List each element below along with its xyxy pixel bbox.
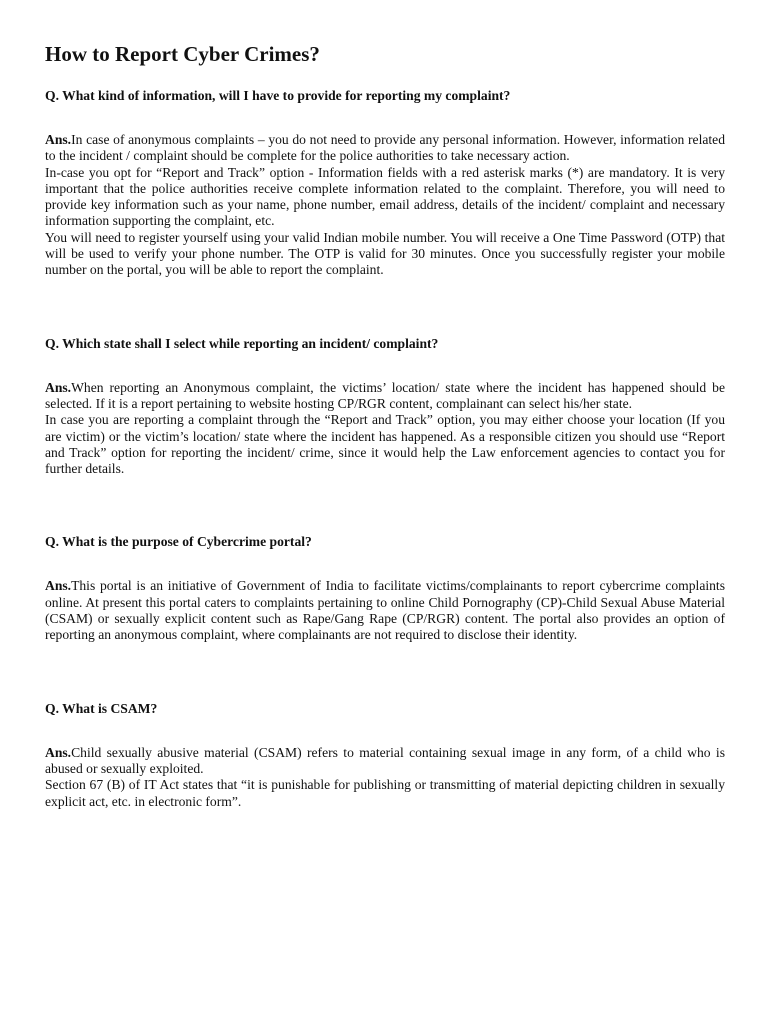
- ans-label: Ans.: [45, 744, 72, 760]
- document-page: [45, 40, 725, 810]
- faq-question-2: Q. Which state shall I select while reporting an incident/ complaint?: [45, 335, 439, 351]
- ans-label: Ans.: [45, 132, 72, 147]
- faq-answer-1-paragraph-2: In-case you opt for “Report and Track” option - Information fields with a red asterisk marks (*) are mandatory. It is very important that the police authorities receive complete information related to the complaint. Therefore, you will need to provide key information such as your name, phone number, email address, details of the incident/ complaint and necessary information supporting the complaint, etc.: [45, 164, 725, 229]
- faq-answer-4-paragraph-1: Ans.Child sexually abusive material (CSAM) refers to material containing sexual image in any form, of a child who is abused or sexually exploited.: [45, 744, 725, 776]
- faq-answer-2: [45, 380, 725, 478]
- faq-answer-3: [45, 578, 725, 643]
- faq-answer-1-paragraph-1: Ans.In case of anonymous complaints – you do not need to provide any personal information. However, information related to the incident / complaint should be complete for the police authorities to take necessary action.: [45, 132, 725, 164]
- ans-label: Ans.: [45, 379, 72, 395]
- faq-answer-1-paragraph-3: You will need to register yourself using your valid Indian mobile number. You will receive a One Time Password (OTP) that will be used to verify your phone number. The OTP is valid for 30 minutes. Once you successfully register your mobile number on the portal, you will be able to report the complaint.: [45, 229, 725, 278]
- faq-answer-2-paragraph-1: Ans.When reporting an Anonymous complaint, the victims’ location/ state where the incident has happened should be selected. If it is a report pertaining to website hosting CP/RGR content, complainant can select his/her state.: [45, 379, 725, 411]
- ans-label: Ans.: [45, 578, 72, 594]
- faq-answer-2-paragraph-2: In case you are reporting a complaint through the “Report and Track” option, you may either choose your location (If you are victim) or the victim’s location/ state where the incident has happened. As a responsible citizen you should use “Report and Track” option for reporting the incident/ crime, since it would help the Law enforcement agencies to contact you for further details.: [45, 412, 725, 477]
- faq-question-4: Q. What is CSAM?: [45, 700, 158, 716]
- faq-question-1: Q. What kind of information, will I have to provide for reporting my complaint?: [45, 88, 511, 103]
- faq-answer-1: [45, 132, 725, 279]
- faq-answer-4-paragraph-2: Section 67 (B) of IT Act states that “it is punishable for publishing or transmitting of material depicting children in sexually explicit act, etc. in electronic form”.: [45, 777, 725, 809]
- faq-question-3: Q. What is the purpose of Cybercrime portal?: [45, 534, 312, 550]
- page-title: How to Report Cyber Crimes?: [45, 42, 320, 66]
- faq-answer-3-paragraph-1: Ans.This portal is an initiative of Government of India to facilitate victims/complainants to report cybercrime complaints online. At present this portal caters to complaints pertaining to online Child Pornography (CP)-Child Sexual Abuse Material (CSAM) or sexually explicit content such as Rape/Gang Rape (CP/RGR) content. The portal also provides an option of reporting an anonymous complaint, where complainants are not required to disclose their identity.: [45, 578, 725, 643]
- faq-answer-4: [45, 745, 725, 810]
